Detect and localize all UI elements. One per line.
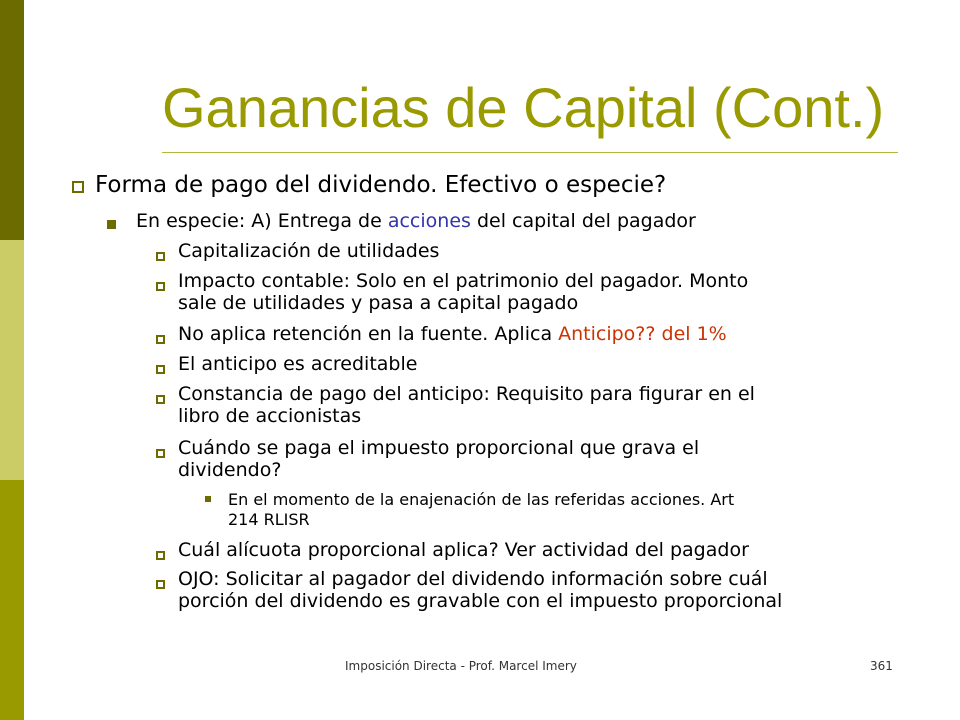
hollow-square-bullet-icon bbox=[156, 252, 165, 261]
filled-square-bullet-icon bbox=[205, 496, 211, 502]
bullet-text: Capitalización de utilidades bbox=[178, 240, 440, 262]
bullet-text-line1: Constancia de pago del anticipo: Requisito para figurar en el bbox=[178, 383, 755, 405]
hollow-square-bullet-icon bbox=[156, 449, 165, 458]
page-number: 361 bbox=[870, 659, 893, 673]
hollow-square-bullet-icon bbox=[156, 365, 165, 374]
bullet-text bbox=[136, 207, 696, 235]
hollow-square-bullet-icon bbox=[72, 181, 84, 193]
hollow-square-bullet-icon bbox=[156, 395, 165, 404]
hollow-square-bullet-icon bbox=[156, 282, 165, 291]
bullet-text: Forma de pago del dividendo. Efectivo o especie? bbox=[95, 172, 667, 198]
bullet-text: El anticipo es acreditable bbox=[178, 353, 418, 375]
bullet-text-line1: Cuándo se paga el impuesto proporcional que grava el bbox=[178, 437, 700, 459]
slide-title: Ganancias de Capital (Cont.) bbox=[162, 76, 885, 139]
filled-square-bullet-icon bbox=[107, 220, 116, 229]
bullet-text-line2: sale de utilidades y pasa a capital pagado bbox=[178, 292, 579, 314]
bullet-text-line1: En el momento de la enajenación de las referidas acciones. Art bbox=[228, 490, 735, 509]
highlight-acciones: acciones bbox=[387, 210, 471, 232]
bullet-text bbox=[178, 323, 727, 345]
highlight-anticipo: Anticipo?? del 1% bbox=[558, 323, 727, 345]
slide-footer: Imposición Directa - Prof. Marcel Imery bbox=[345, 659, 577, 673]
bullet-text-line1: Impacto contable: Solo en el patrimonio del pagador. Monto bbox=[178, 270, 749, 292]
hollow-square-bullet-icon bbox=[156, 335, 165, 344]
bullet-text-line2: porción del dividendo es gravable con el impuesto proporcional bbox=[178, 590, 783, 612]
bullet-text-line2: dividendo? bbox=[178, 459, 282, 481]
bullet-text-line2: libro de accionistas bbox=[178, 405, 362, 427]
bullet-text-line1: OJO: Solicitar al pagador del dividendo información sobre cuál bbox=[178, 568, 768, 590]
text-segment: del capital del pagador bbox=[470, 210, 696, 232]
text-segment: En especie: A) Entrega de bbox=[136, 210, 388, 232]
bullet-text-line2: 214 RLISR bbox=[228, 510, 310, 529]
hollow-square-bullet-icon bbox=[156, 580, 165, 589]
bullet-text: Cuál alícuota proporcional aplica? Ver actividad del pagador bbox=[178, 539, 749, 561]
text-segment: No aplica retención en la fuente. Aplica bbox=[178, 323, 559, 345]
hollow-square-bullet-icon bbox=[156, 551, 165, 560]
